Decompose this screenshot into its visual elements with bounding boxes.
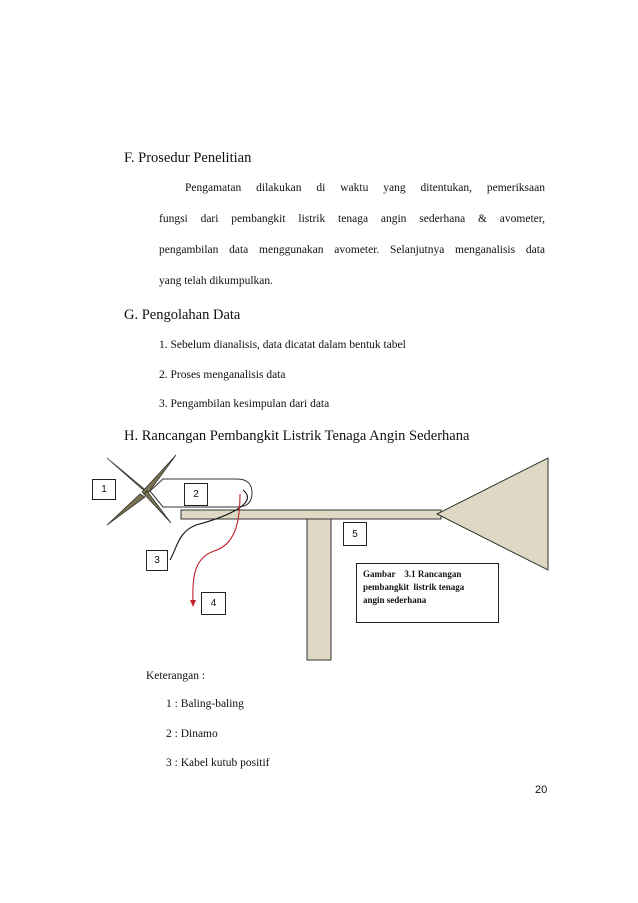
section-f-line-1: Pengamatan dilakukan di waktu yang ditentukan, pemeriksaan [185, 182, 545, 194]
keterangan-item-1: 1 : Baling-baling [166, 698, 244, 710]
section-f-line-3: pengambilan data menggunakan avometer. Selanjutnya menganalisis data [159, 244, 545, 256]
diagram-label-3: 3 [146, 550, 168, 571]
tower [307, 519, 331, 660]
diagram-label-2: 2 [184, 483, 208, 506]
section-f-line-2: fungsi dari pembangkit listrik tenaga angin sederhana & avometer, [159, 213, 545, 225]
section-f-heading: F. Prosedur Penelitian [124, 150, 252, 166]
keterangan-title: Keterangan : [146, 670, 206, 682]
figure-caption [356, 563, 499, 623]
figure-caption-line-3: angin sederhana [363, 595, 427, 605]
section-g-heading: G. Pengolahan Data [124, 307, 241, 323]
section-h-heading: H. Rancangan Pembangkit Listrik Tenaga Angin Sederhana [124, 428, 470, 444]
diagram-label-4: 4 [201, 592, 226, 615]
tail-fin [437, 458, 548, 570]
section-f-line-4: yang telah dikumpulkan. [159, 275, 274, 287]
section-g-item-1: 1. Sebelum dianalisis, data dicatat dalam bentuk tabel [159, 339, 406, 351]
figure-caption-line-2: pembangkit listrik tenaga [363, 582, 465, 592]
page-number: 20 [535, 784, 548, 796]
keterangan-item-2: 2 : Dinamo [166, 728, 218, 740]
section-g-item-2: 2. Proses menganalisis data [159, 369, 286, 381]
diagram-label-5: 5 [343, 522, 367, 546]
section-g-item-3: 3. Pengambilan kesimpulan dari data [159, 398, 330, 410]
wire-arrow-icon [190, 600, 196, 607]
figure-caption-line-1: Gambar 3.1 Rancangan [363, 569, 462, 579]
keterangan-item-3: 3 : Kabel kutub positif [166, 757, 270, 769]
diagram-label-1: 1 [92, 479, 116, 500]
